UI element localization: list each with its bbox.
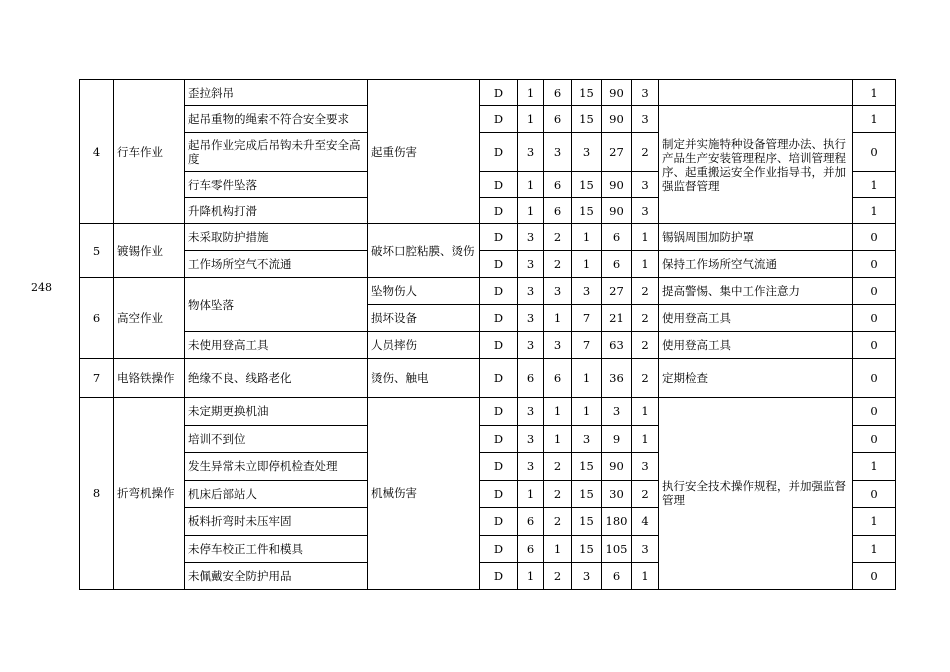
status-cell: 1: [853, 535, 896, 562]
hazard-cell: 培训不到位: [185, 425, 368, 452]
level-cell: D: [480, 480, 518, 507]
e-cell: 1: [544, 425, 572, 452]
hazard-cell: 未使用登高工具: [185, 332, 368, 359]
row-number: 6: [80, 278, 114, 359]
c-cell: 7: [572, 305, 602, 332]
status-cell: 0: [853, 425, 896, 452]
e-cell: 2: [544, 480, 572, 507]
level-cell: D: [480, 278, 518, 305]
grade-cell: 4: [632, 507, 659, 535]
d-cell: 90: [602, 106, 632, 133]
table-row: [80, 251, 896, 278]
measure-cell: 保持工作场所空气流通: [659, 251, 853, 278]
d-cell: 90: [602, 172, 632, 198]
c-cell: 7: [572, 332, 602, 359]
activity-cell: 电铬铁操作: [114, 359, 185, 397]
l-cell: 3: [518, 397, 544, 425]
c-cell: 3: [572, 278, 602, 305]
status-cell: 0: [853, 305, 896, 332]
consequence-cell: 烫伤、触电: [368, 359, 480, 397]
c-cell: 3: [572, 425, 602, 452]
status-cell: 0: [853, 133, 896, 172]
activity-cell: 行车作业: [114, 80, 185, 224]
row-number: 4: [80, 80, 114, 224]
measure-cell: 执行安全技术操作规程，并加强监督管理: [659, 397, 853, 589]
l-cell: 6: [518, 507, 544, 535]
d-cell: 105: [602, 535, 632, 562]
c-cell: 3: [572, 133, 602, 172]
l-cell: 3: [518, 133, 544, 172]
grade-cell: 2: [632, 480, 659, 507]
grade-cell: 3: [632, 198, 659, 224]
grade-cell: 3: [632, 80, 659, 106]
level-cell: D: [480, 332, 518, 359]
c-cell: 15: [572, 480, 602, 507]
grade-cell: 2: [632, 278, 659, 305]
consequence-cell: 损坏设备: [368, 305, 480, 332]
e-cell: 3: [544, 332, 572, 359]
level-cell: D: [480, 172, 518, 198]
row-number: 8: [80, 397, 114, 589]
hazard-cell: 绝缘不良、线路老化: [185, 359, 368, 397]
e-cell: 3: [544, 278, 572, 305]
activity-cell: 高空作业: [114, 278, 185, 359]
measure-cell: 使用登高工具: [659, 332, 853, 359]
e-cell: 3: [544, 133, 572, 172]
e-cell: 2: [544, 507, 572, 535]
d-cell: 180: [602, 507, 632, 535]
level-cell: D: [480, 133, 518, 172]
grade-cell: 3: [632, 452, 659, 480]
level-cell: D: [480, 425, 518, 452]
hazard-cell: 歪拉斜吊: [185, 80, 368, 106]
c-cell: 15: [572, 80, 602, 106]
consequence-cell: 机械伤害: [368, 397, 480, 589]
d-cell: 90: [602, 198, 632, 224]
l-cell: 3: [518, 224, 544, 251]
status-cell: 1: [853, 452, 896, 480]
consequence-cell: 坠物伤人: [368, 278, 480, 305]
grade-cell: 1: [632, 397, 659, 425]
e-cell: 6: [544, 359, 572, 397]
hazard-cell: 未采取防护措施: [185, 224, 368, 251]
e-cell: 2: [544, 452, 572, 480]
d-cell: 9: [602, 425, 632, 452]
status-cell: 0: [853, 397, 896, 425]
hazard-cell: 行车零件坠落: [185, 172, 368, 198]
l-cell: 1: [518, 198, 544, 224]
c-cell: 15: [572, 106, 602, 133]
level-cell: D: [480, 198, 518, 224]
status-cell: 1: [853, 172, 896, 198]
c-cell: 1: [572, 397, 602, 425]
l-cell: 6: [518, 359, 544, 397]
l-cell: 3: [518, 251, 544, 278]
c-cell: 1: [572, 359, 602, 397]
e-cell: 1: [544, 305, 572, 332]
table-row: [80, 278, 896, 305]
d-cell: 30: [602, 480, 632, 507]
hazard-cell: 起吊重物的绳索不符合安全要求: [185, 106, 368, 133]
hazard-cell: 工作场所空气不流通: [185, 251, 368, 278]
c-cell: 1: [572, 224, 602, 251]
measure-cell: 使用登高工具: [659, 305, 853, 332]
status-cell: 1: [853, 106, 896, 133]
e-cell: 6: [544, 80, 572, 106]
l-cell: 1: [518, 80, 544, 106]
row-number: 7: [80, 359, 114, 397]
grade-cell: 1: [632, 425, 659, 452]
d-cell: 27: [602, 278, 632, 305]
l-cell: 6: [518, 535, 544, 562]
level-cell: D: [480, 535, 518, 562]
level-cell: D: [480, 224, 518, 251]
hazard-cell: 升降机构打滑: [185, 198, 368, 224]
level-cell: D: [480, 562, 518, 589]
status-cell: 0: [853, 224, 896, 251]
row-number: 5: [80, 224, 114, 278]
c-cell: 3: [572, 562, 602, 589]
d-cell: 21: [602, 305, 632, 332]
c-cell: 1: [572, 251, 602, 278]
l-cell: 3: [518, 305, 544, 332]
e-cell: 2: [544, 224, 572, 251]
l-cell: 1: [518, 172, 544, 198]
table-row: [80, 224, 896, 251]
grade-cell: 3: [632, 172, 659, 198]
measure-cell: 定期检查: [659, 359, 853, 397]
grade-cell: 1: [632, 562, 659, 589]
hazard-cell: 物体坠落: [185, 278, 368, 332]
e-cell: 6: [544, 106, 572, 133]
l-cell: 1: [518, 106, 544, 133]
measure-cell: [659, 80, 853, 106]
hazard-cell: 机床后部站人: [185, 480, 368, 507]
table-row: [80, 106, 896, 133]
table-row: [80, 80, 896, 106]
status-cell: 0: [853, 359, 896, 397]
status-cell: 0: [853, 562, 896, 589]
grade-cell: 2: [632, 133, 659, 172]
e-cell: 1: [544, 535, 572, 562]
grade-cell: 1: [632, 224, 659, 251]
level-cell: D: [480, 507, 518, 535]
c-cell: 15: [572, 452, 602, 480]
consequence-cell: 起重伤害: [368, 80, 480, 224]
status-cell: 0: [853, 251, 896, 278]
hazard-cell: 未定期更换机油: [185, 397, 368, 425]
c-cell: 15: [572, 198, 602, 224]
l-cell: 1: [518, 562, 544, 589]
l-cell: 1: [518, 480, 544, 507]
consequence-cell: 破坏口腔粘膜、烫伤: [368, 224, 480, 278]
l-cell: 3: [518, 425, 544, 452]
d-cell: 3: [602, 397, 632, 425]
level-cell: D: [480, 305, 518, 332]
d-cell: 27: [602, 133, 632, 172]
d-cell: 36: [602, 359, 632, 397]
status-cell: 0: [853, 278, 896, 305]
grade-cell: 3: [632, 106, 659, 133]
grade-cell: 3: [632, 535, 659, 562]
level-cell: D: [480, 106, 518, 133]
measure-cell: 制定并实施特种设备管理办法、执行产品生产安装管理程序、培训管理程序、起重搬运安全作业指导书，并加强监督管理: [659, 106, 853, 224]
consequence-cell: 人员摔伤: [368, 332, 480, 359]
c-cell: 15: [572, 507, 602, 535]
grade-cell: 2: [632, 332, 659, 359]
hazard-cell: 起吊作业完成后吊钩未升至安全高度: [185, 133, 368, 172]
hazard-cell: 未停车校正工件和模具: [185, 535, 368, 562]
l-cell: 3: [518, 278, 544, 305]
l-cell: 3: [518, 452, 544, 480]
level-cell: D: [480, 397, 518, 425]
table-row: [80, 359, 896, 397]
table-row: [80, 332, 896, 359]
grade-cell: 2: [632, 305, 659, 332]
risk-assessment-table: [79, 79, 896, 590]
activity-cell: 折弯机操作: [114, 397, 185, 589]
activity-cell: 镀锡作业: [114, 224, 185, 278]
e-cell: 2: [544, 562, 572, 589]
grade-cell: 2: [632, 359, 659, 397]
page-number: 248: [31, 281, 52, 294]
d-cell: 6: [602, 251, 632, 278]
hazard-cell: 发生异常未立即停机检查处理: [185, 452, 368, 480]
e-cell: 1: [544, 397, 572, 425]
level-cell: D: [480, 452, 518, 480]
l-cell: 3: [518, 332, 544, 359]
hazard-cell: 板料折弯时未压牢固: [185, 507, 368, 535]
c-cell: 15: [572, 535, 602, 562]
level-cell: D: [480, 251, 518, 278]
status-cell: 1: [853, 198, 896, 224]
d-cell: 90: [602, 80, 632, 106]
status-cell: 1: [853, 507, 896, 535]
status-cell: 0: [853, 480, 896, 507]
c-cell: 15: [572, 172, 602, 198]
hazard-cell: 未佩戴安全防护用品: [185, 562, 368, 589]
e-cell: 6: [544, 172, 572, 198]
measure-cell: 提高警惕、集中工作注意力: [659, 278, 853, 305]
d-cell: 6: [602, 224, 632, 251]
d-cell: 63: [602, 332, 632, 359]
status-cell: 0: [853, 332, 896, 359]
d-cell: 90: [602, 452, 632, 480]
e-cell: 2: [544, 251, 572, 278]
d-cell: 6: [602, 562, 632, 589]
status-cell: 1: [853, 80, 896, 106]
level-cell: D: [480, 80, 518, 106]
level-cell: D: [480, 359, 518, 397]
table-row: [80, 397, 896, 425]
grade-cell: 1: [632, 251, 659, 278]
e-cell: 6: [544, 198, 572, 224]
measure-cell: 锡锅周围加防护罩: [659, 224, 853, 251]
